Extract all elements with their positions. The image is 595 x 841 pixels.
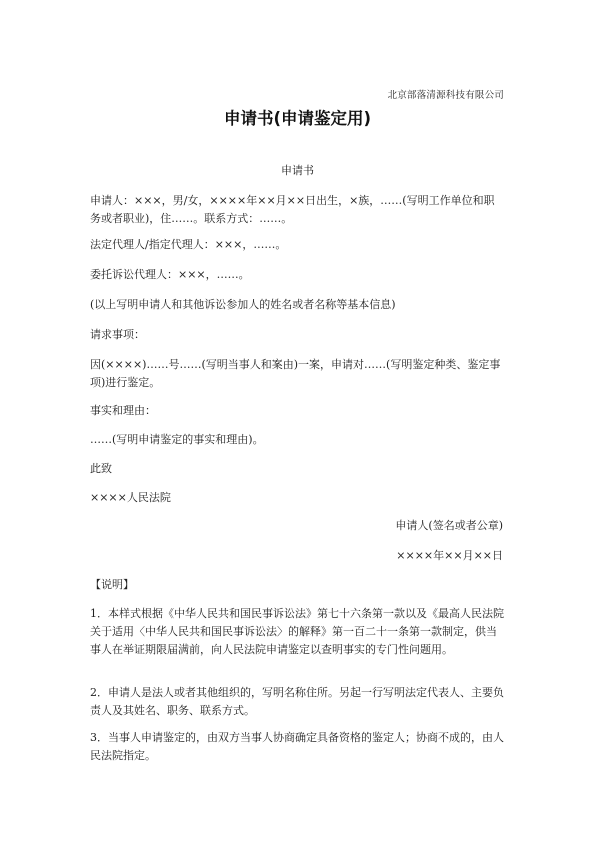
signature-date: ××××年××月××日	[396, 549, 503, 562]
court-name: ××××人民法院	[90, 491, 171, 504]
applicant-paragraph: 申请人：×××，男/女，××××年××月××日出生，×族，……(写明工作单位和职务或者职业)，住……。联系方式：……。	[90, 194, 495, 225]
explanation-item-2: 2．申请人是法人或者其他组织的，写明名称住所。另起一行写明法定代表人、主要负责人及其姓名、职务、联系方式。	[90, 686, 504, 717]
facts-paragraph: ……(写明申请鉴定的事实和理由)。	[90, 433, 264, 446]
facts-heading: 事实和理由：	[90, 404, 156, 417]
legal-agent-paragraph: 法定代理人/指定代理人：×××，……。	[90, 238, 287, 251]
signature-line: 申请人(签名或者公章)	[395, 519, 503, 532]
company-name: 北京部落清源科技有限公司	[387, 90, 504, 101]
info-note-paragraph: (以上写明申请人和其他诉讼参加人的姓名或者名称等基本信息)	[90, 298, 396, 311]
explanation-item-3: 3．当事人申请鉴定的，由双方当事人协商确定具备资格的鉴定人；协商不成的，由人民法院指定。	[90, 731, 504, 762]
request-heading: 请求事项：	[90, 328, 145, 341]
entrusted-agent-paragraph: 委托诉讼代理人：×××，……。	[90, 268, 250, 281]
explanation-item-1: 1．本样式根据《中华人民共和国民事诉讼法》第七十六条第一款以及《最高人民法院关于适用〈中华人民共和国民事诉讼法〉的解释》第一百二十一条第一款制定，供当事人在举证期限届满前，向人民法院申请鉴定以查明事实的专门性问题用。	[90, 607, 504, 656]
request-paragraph: 因(××××)……号……(写明当事人和案由)一案，申请对……(写明鉴定种类、鉴定事项)进行鉴定。	[90, 358, 501, 389]
document-subtitle: 申请书	[281, 164, 314, 177]
salutation: 此致	[90, 462, 112, 475]
document-title: 申请书(申请鉴定用)	[223, 109, 372, 128]
explanation-heading: 【说明】	[90, 578, 134, 591]
